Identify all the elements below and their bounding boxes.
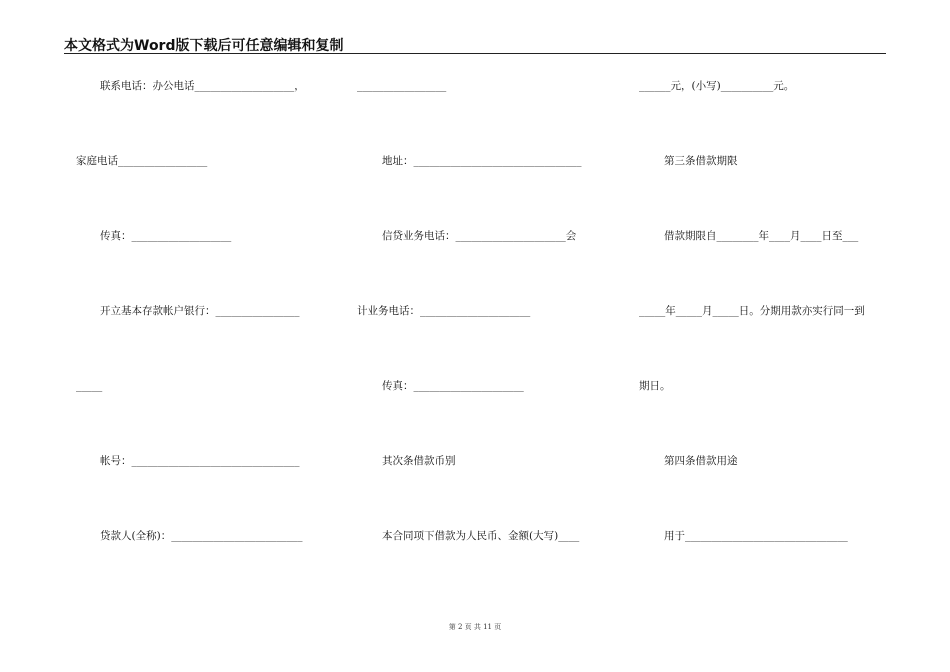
contact-phone-line: 联系电话：办公电话___________________，: [100, 80, 305, 92]
credit-phone-line: 信贷业务电话：_____________________会: [382, 230, 577, 242]
loan-purpose-line: 用于_______________________________: [664, 530, 848, 542]
loan-amount-line: 本合同项下借款为人民币、金额(大写)____: [382, 530, 580, 542]
lender-name-line: 贷款人(全称)：_________________________: [100, 530, 303, 542]
page-header: [64, 35, 886, 54]
loan-term-continuation-line: _____年_____月_____日。分期用款亦实行同一到: [639, 305, 865, 317]
due-date-line: 期日。: [639, 380, 671, 392]
fax-line: 传真：___________________: [100, 230, 232, 242]
account-number-line: 帐号：________________________________: [100, 455, 300, 467]
blank-continuation-line: _____: [76, 380, 103, 392]
article-2-heading: 其次条借款币别: [382, 455, 456, 467]
address-line: 地址：________________________________: [382, 155, 582, 167]
bank-account-line: 开立基本存款帐户银行：________________: [100, 305, 300, 317]
article-4-heading: 第四条借款用途: [664, 455, 738, 467]
loan-term-line: 借款期限自________年____月____日至___: [664, 230, 859, 242]
fax-line-2: 传真：_____________________: [382, 380, 524, 392]
header-title: 本文格式为Word版下载后可任意编辑和复制: [64, 38, 344, 54]
accounting-phone-line: 计业务电话：_____________________: [357, 305, 531, 317]
home-phone-line: 家庭电话_________________: [76, 155, 208, 167]
blank-line: _________________: [357, 80, 447, 92]
page-number: 第 2 页 共 11 页: [448, 623, 502, 631]
article-3-heading: 第三条借款期限: [664, 155, 738, 167]
amount-continuation-line: ______元，(小写)__________元。: [639, 80, 795, 92]
